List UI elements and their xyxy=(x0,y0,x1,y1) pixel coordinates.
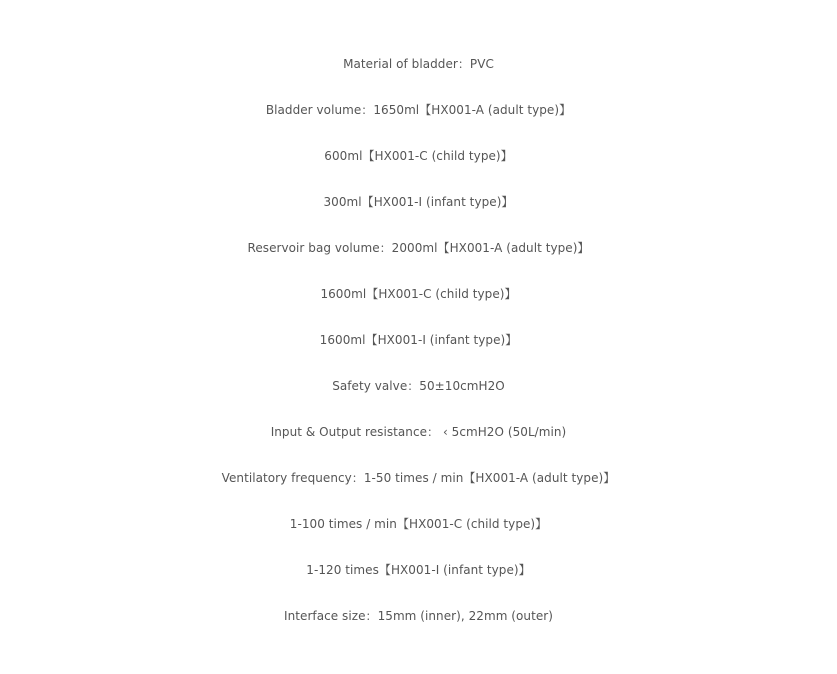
spec-bladder-material: Material of bladder：PVC xyxy=(343,57,494,71)
spec-safety-valve: Safety valve：50±10cmH2O xyxy=(332,379,505,393)
spec-bladder-volume-infant: 300ml【HX001-I (infant type)】 xyxy=(323,195,514,209)
spec-frequency-infant: 1-120 times【HX001-I (infant type)】 xyxy=(306,563,531,577)
spec-bladder-volume-child: 600ml【HX001-C (child type)】 xyxy=(324,149,513,163)
spec-reservoir-volume-adult: Reservoir bag volume：2000ml【HX001-A (adult type)】 xyxy=(247,241,590,255)
spec-resistance: Input & Output resistance： ‹ 5cmH2O (50L/min) xyxy=(270,425,567,439)
spec-frequency-adult: Ventilatory frequency：1-50 times / min【HX001-A (adult type)】 xyxy=(221,471,616,485)
product-spec-list xyxy=(0,46,837,644)
spec-reservoir-volume-child: 1600ml【HX001-C (child type)】 xyxy=(320,287,517,301)
spec-frequency-child: 1-100 times / min【HX001-C (child type)】 xyxy=(289,517,548,531)
spec-bladder-volume-adult: Bladder volume：1650ml【HX001-A (adult type)】 xyxy=(265,103,572,117)
spec-interface-size: Interface size：15mm (inner), 22mm (outer) xyxy=(284,609,553,623)
spec-reservoir-volume-infant: 1600ml【HX001-I (infant type)】 xyxy=(319,333,518,347)
